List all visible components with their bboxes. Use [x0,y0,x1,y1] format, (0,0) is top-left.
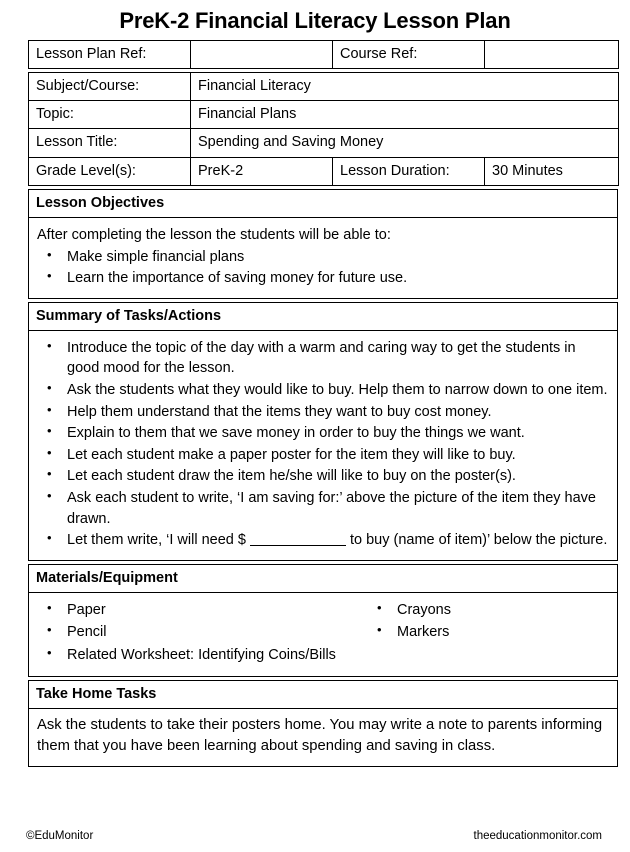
section-body-row [29,592,618,676]
list-item-with-blank [37,530,609,551]
section-body-row [29,708,618,766]
list-item: • Learn the importance of saving money for future use. [37,268,609,289]
take-home-tasks-body [29,708,618,766]
page-title: PreK-2 Financial Literacy Lesson Plan [119,8,511,33]
materials-column-right [367,599,609,645]
list-item: • Explain to them that we save money in order to buy the things we want. [37,423,609,444]
footer-website: theeducationmonitor.com [473,830,602,842]
objectives-list [37,247,609,289]
footer-copyright: ©EduMonitor [26,830,94,842]
label-lesson-title: Lesson Title: [29,129,191,157]
label-grade-level: Grade Level(s): [29,157,191,185]
lesson-info-table [28,40,619,69]
heading-materials-equipment: Materials/Equipment [29,564,618,592]
value-lesson-plan-ref[interactable] [191,41,333,69]
label-lesson-plan-ref: Lesson Plan Ref: [29,41,191,69]
take-home-tasks-section [28,680,618,767]
list-item: • Ask each student to write, ‘I am saving for:’ above the picture of the item they have drawn. [37,488,609,529]
section-header-row [29,302,618,330]
materials-column-left [37,599,367,668]
section-header-row [29,564,618,592]
lesson-detail-table [28,72,619,186]
document-body [28,40,618,767]
task-text-after-blank: to buy (name of item)’ below the picture. [349,532,608,549]
lesson-objectives-body [29,217,618,298]
materials-section [28,564,618,677]
list-item: • Let each student make a paper poster for the item they will like to buy. [37,445,609,466]
list-item: • Help them understand that the items they want to buy cost money. [37,402,609,423]
page-footer [0,830,630,842]
table-row-grade-level [29,157,619,185]
tasks-section [28,302,618,561]
heading-summary-of-tasks: Summary of Tasks/Actions [29,302,618,330]
heading-lesson-objectives: Lesson Objectives [29,189,618,217]
label-subject-course: Subject/Course: [29,73,191,101]
label-course-ref: Course Ref: [333,41,485,69]
list-item: • Related Worksheet: Identifying Coins/Bills [37,645,367,666]
materials-columns [37,599,609,668]
list-item: • Paper [37,600,367,621]
section-body-row [29,217,618,298]
materials-body [29,592,618,676]
section-header-row [29,189,618,217]
table-row-lesson-title [29,129,619,157]
heading-take-home-tasks: Take Home Tasks [29,680,618,708]
table-row-subject [29,73,619,101]
list-item: • Markers [367,622,609,643]
fill-in-blank[interactable] [250,531,346,546]
value-lesson-duration[interactable]: 30 Minutes [485,157,619,185]
label-topic: Topic: [29,101,191,129]
list-item: • Pencil [37,622,367,643]
table-row-topic [29,101,619,129]
task-text-before-blank: Let them write, ‘I will need $ [67,532,246,549]
section-header-row [29,680,618,708]
value-subject-course[interactable]: Financial Literacy [191,73,619,101]
tasks-list [37,338,609,551]
materials-list-left [37,600,367,666]
value-lesson-title[interactable]: Spending and Saving Money [191,129,619,157]
value-course-ref[interactable] [485,41,619,69]
take-home-text: Ask the students to take their posters home. You may write a note to parents informing them that you have been learning about spending and saving in class. [37,716,603,755]
tasks-body [29,330,618,560]
table-row-lesson-plan-ref [29,41,619,69]
list-item: • Crayons [367,600,609,621]
list-item: • Ask the students what they would like to buy. Help them to narrow down to one item. [37,380,609,401]
materials-list-right [367,600,609,643]
list-item: • Let each student draw the item he/she will like to buy on the poster(s). [37,466,609,487]
value-topic[interactable]: Financial Plans [191,101,619,129]
section-body-row [29,330,618,560]
value-grade-level[interactable]: PreK-2 [191,157,333,185]
label-lesson-duration: Lesson Duration: [333,157,485,185]
list-item: • Make simple financial plans [37,247,609,268]
list-item: • Introduce the topic of the day with a warm and caring way to get the students in good mood for the lesson. [37,338,609,379]
objectives-lead-text: After completing the lesson the students will be able to: [37,226,391,243]
lesson-objectives-section [28,189,618,299]
